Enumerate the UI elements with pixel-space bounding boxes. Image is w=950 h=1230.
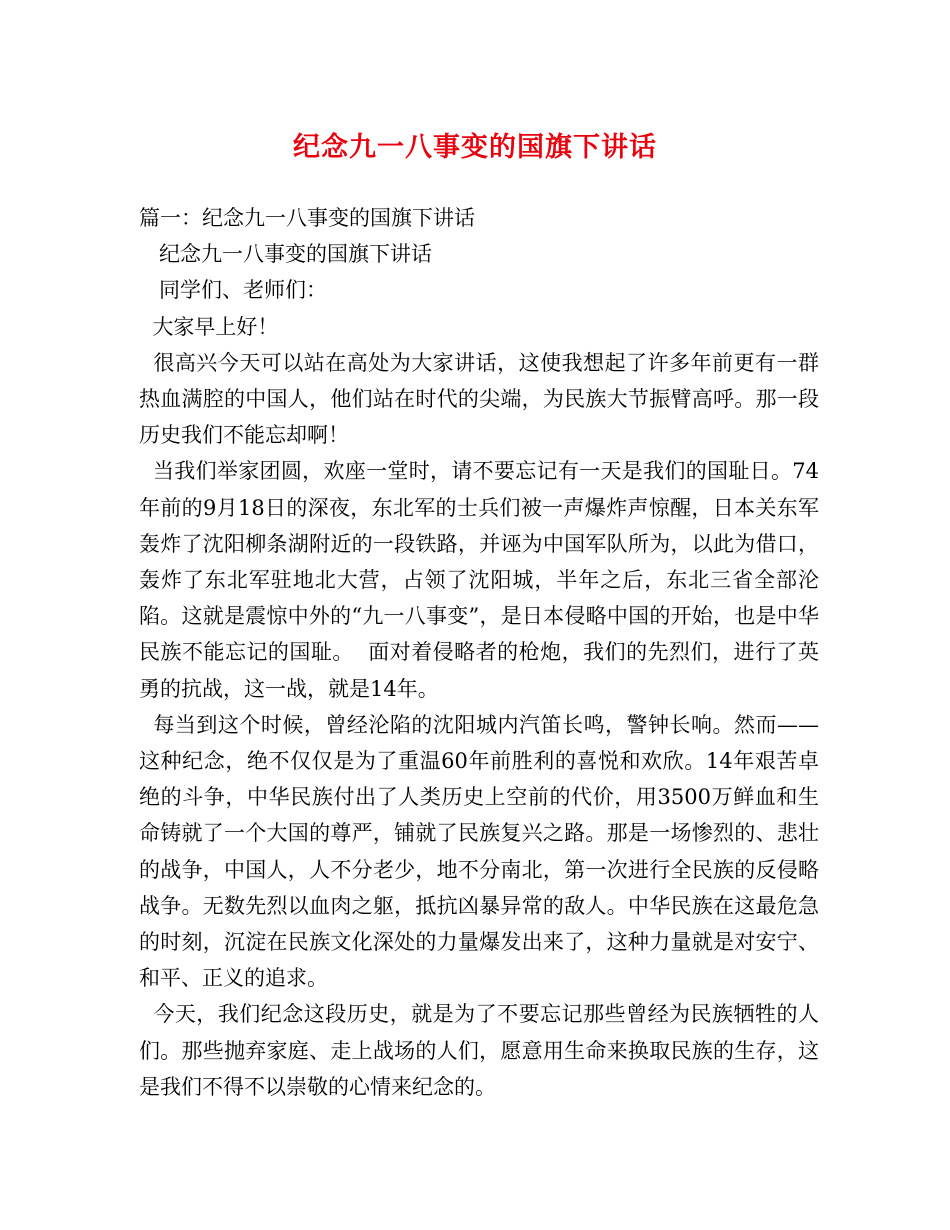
section-heading: 篇一：纪念九一八事变的国旗下讲话 — [139, 206, 475, 230]
body-paragraph: 当我们举家团圆，欢座一堂时，请不要忘记有一天是我们的国耻日。74年前的9月18日的深夜，东北军的士兵们被一声爆炸声惊醒，日本关东军轰炸了沈阳柳条湖附近的一段铁路，并诬为中国军队所为，以此为借口，轰炸了东北军驻地北大营，占领了沈阳城，半年之后，东北三省全部沦陷。这就是震惊中外的“九一八事变”，是日本侵略中国的开始，也是中华民族不能忘记的国耻。 面对着侵略者的枪炮，我们的先烈们，进行了英勇的抗战，这一战，就是14年。 — [139, 459, 819, 701]
greeting-line: 大家早上好！ — [139, 314, 279, 339]
body-paragraph: 每当到这个时候，曾经沦陷的沈阳城内汽笛长鸣，警钟长响。然而——这种纪念，绝不仅仅是为了重温60年前胜利的喜悦和欢欣。14年艰苦卓绝的斗争，中华民族付出了人类历史上空前的代价，用3500万鲜血和生命铸就了一个大国的尊严，铺就了民族复兴之路。那是一场惨烈的、悲壮的战争，中国人，人不分老少，地不分南北，第一次进行全民族的反侵略战争。无数先烈以血肉之躯，抵抗凶暴异常的敌人。中华民族在这最危急的时刻，沉淀在民族文化深处的力量爆发出来了，这种力量就是对安宁、和平、正义的追求。 — [139, 712, 820, 991]
document-body — [139, 200, 819, 1105]
salutation-line: 同学们、老师们： — [139, 278, 328, 303]
speech-title-line: 纪念九一八事变的国旗下讲话 — [139, 242, 433, 267]
body-paragraph: 很高兴今天可以站在高处为大家讲话，这使我想起了许多年前更有一群热血满腔的中国人，他们站在时代的尖端，为民族大节振臂高呼。那一段历史我们不能忘却啊！ — [139, 350, 819, 448]
body-paragraph: 今天，我们纪念这段历史，就是为了不要忘记那些曾经为民族牺牲的人们。那些抛弃家庭、走上战场的人们，愿意用生命来换取民族的生存，这是我们不得不以崇敬的心情来纪念的。 — [139, 1002, 819, 1099]
document-title: 纪念九一八事变的国旗下讲话 — [293, 132, 657, 163]
